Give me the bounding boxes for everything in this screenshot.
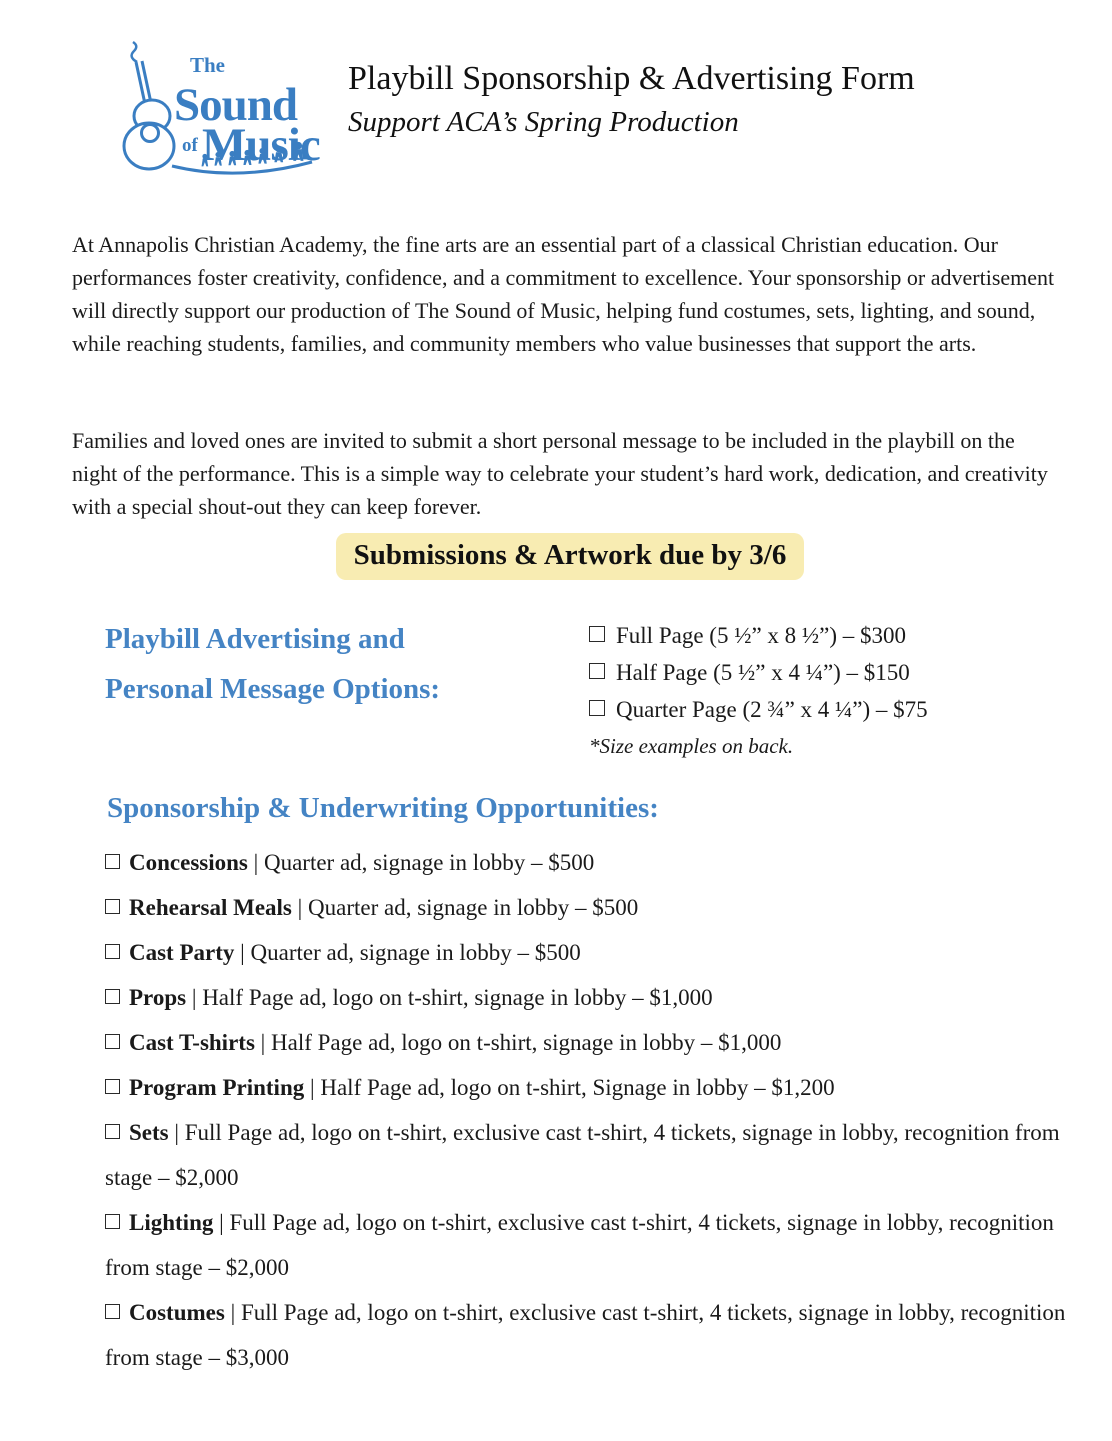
sponsorship-item-rehearsal-meals (105, 885, 1067, 930)
sponsorship-item-desc: | Half Page ad, logo on t-shirt, signage in lobby – $1,000 (254, 1030, 782, 1055)
due-date-banner: Submissions & Artwork due by 3/6 (336, 533, 805, 580)
sponsorship-item-desc: | Quarter ad, signage in lobby – $500 (247, 850, 595, 875)
logo-word-music: Music (202, 119, 320, 171)
size-examples-note: *Size examples on back. (589, 734, 794, 758)
sponsorship-item-desc: | Quarter ad, signage in lobby – $500 (234, 940, 581, 965)
sponsorship-item-desc: | Full Page ad, logo on t-shirt, exclusive cast t-shirt, 4 tickets, signage in lobby, recognition from stage – $3,000 (105, 1300, 1066, 1370)
sponsorship-item-lighting (105, 1200, 1067, 1290)
intro-paragraph-2: Families and loved ones are invited to submit a short personal message to be included in the playbill on the night of the performance. This is a simple way to celebrate your student’s hard work, dedication, and creativity with a special shout-out they can keep forever. (72, 428, 1048, 519)
advertising-options (589, 617, 928, 765)
sponsorship-item-desc: | Half Page ad, logo on t-shirt, Signage in lobby – $1,200 (304, 1075, 835, 1100)
sponsorship-heading: Sponsorship & Underwriting Opportunities: (107, 792, 659, 824)
sponsorship-item-name: Props (129, 985, 187, 1010)
sound-of-music-logo (98, 38, 323, 178)
logo-word-sound: Sound (174, 79, 298, 131)
advertising-heading-line-2: Personal Message Options: (105, 673, 441, 705)
due-date-banner-row (0, 533, 1112, 580)
sponsorship-item-desc: | Full Page ad, logo on t-shirt, exclusive cast t-shirt, 4 tickets, signage in lobby, recognition from stage – $2,000 (105, 1120, 1060, 1190)
ad-option-half-page (589, 654, 928, 691)
checkbox-icon[interactable] (105, 944, 120, 959)
checkbox-icon[interactable] (105, 1304, 120, 1319)
sponsorship-item-sets (105, 1110, 1067, 1200)
sponsorship-item-name: Cast T-shirts (129, 1030, 255, 1055)
checkbox-icon[interactable] (105, 899, 120, 914)
intro-paragraph-1: At Annapolis Christian Academy, the fine arts are an essential part of a classical Christian education. Our performances foster creativity, confidence, and a commitment to excellence. Your sponsorship or advertisement will directly support our production of The Sound of Music, helping fund costumes, sets, lighting, and sound, while reaching students, families, and community members who value businesses that support the arts. (72, 232, 1055, 356)
sponsorship-item-name: Program Printing (129, 1075, 305, 1100)
checkbox-icon[interactable] (589, 663, 605, 679)
checkbox-icon[interactable] (105, 1124, 120, 1139)
sponsorship-item-name: Costumes (129, 1300, 225, 1325)
sponsorship-item-cast-party (105, 930, 1067, 975)
sponsorship-item-concessions (105, 840, 1067, 885)
checkbox-icon[interactable] (589, 700, 605, 716)
checkbox-icon[interactable] (105, 989, 120, 1004)
sponsorship-item-desc: | Quarter ad, signage in lobby – $500 (291, 895, 639, 920)
advertising-heading (105, 614, 585, 714)
sponsorship-item-name: Cast Party (129, 940, 235, 965)
sponsorship-item-costumes (105, 1290, 1067, 1380)
sponsorship-item-name: Rehearsal Meals (129, 895, 292, 920)
logo-word-the: The (190, 53, 226, 77)
sponsorship-list (105, 840, 1067, 1380)
page-subtitle: Support ACA’s Spring Production (348, 106, 739, 138)
checkbox-icon[interactable] (105, 854, 120, 869)
sponsorship-item-name: Sets (129, 1120, 169, 1145)
sound-of-music-logo-art (98, 38, 323, 178)
header-titles (348, 60, 915, 139)
checkbox-icon[interactable] (105, 1079, 120, 1094)
logo-word-of: of (182, 135, 198, 156)
checkbox-icon[interactable] (105, 1214, 120, 1229)
sponsorship-item-program-printing (105, 1065, 1067, 1110)
advertising-heading-line-1: Playbill Advertising and (105, 623, 405, 655)
sponsorship-item-name: Concessions (129, 850, 248, 875)
sponsorship-item-name: Lighting (129, 1210, 214, 1235)
ad-option-quarter-page (589, 691, 928, 728)
sponsorship-item-desc: | Half Page ad, logo on t-shirt, signage in lobby – $1,000 (186, 985, 713, 1010)
sponsorship-item-cast-t-shirts (105, 1020, 1067, 1065)
checkbox-icon[interactable] (589, 626, 605, 642)
page-title: Playbill Sponsorship & Advertising Form (348, 60, 915, 97)
ad-option-label: Full Page (5 ½” x 8 ½”) – $300 (616, 623, 907, 648)
ad-option-full-page (589, 617, 928, 654)
checkbox-icon[interactable] (105, 1034, 120, 1049)
sponsorship-item-desc: | Full Page ad, logo on t-shirt, exclusive cast t-shirt, 4 tickets, signage in lobby, recognition from stage – $2,000 (105, 1210, 1054, 1280)
ad-option-label: Quarter Page (2 ¾” x 4 ¼”) – $75 (616, 697, 928, 722)
sponsorship-item-props (105, 975, 1067, 1020)
ad-option-label: Half Page (5 ½” x 4 ¼”) – $150 (616, 660, 910, 685)
